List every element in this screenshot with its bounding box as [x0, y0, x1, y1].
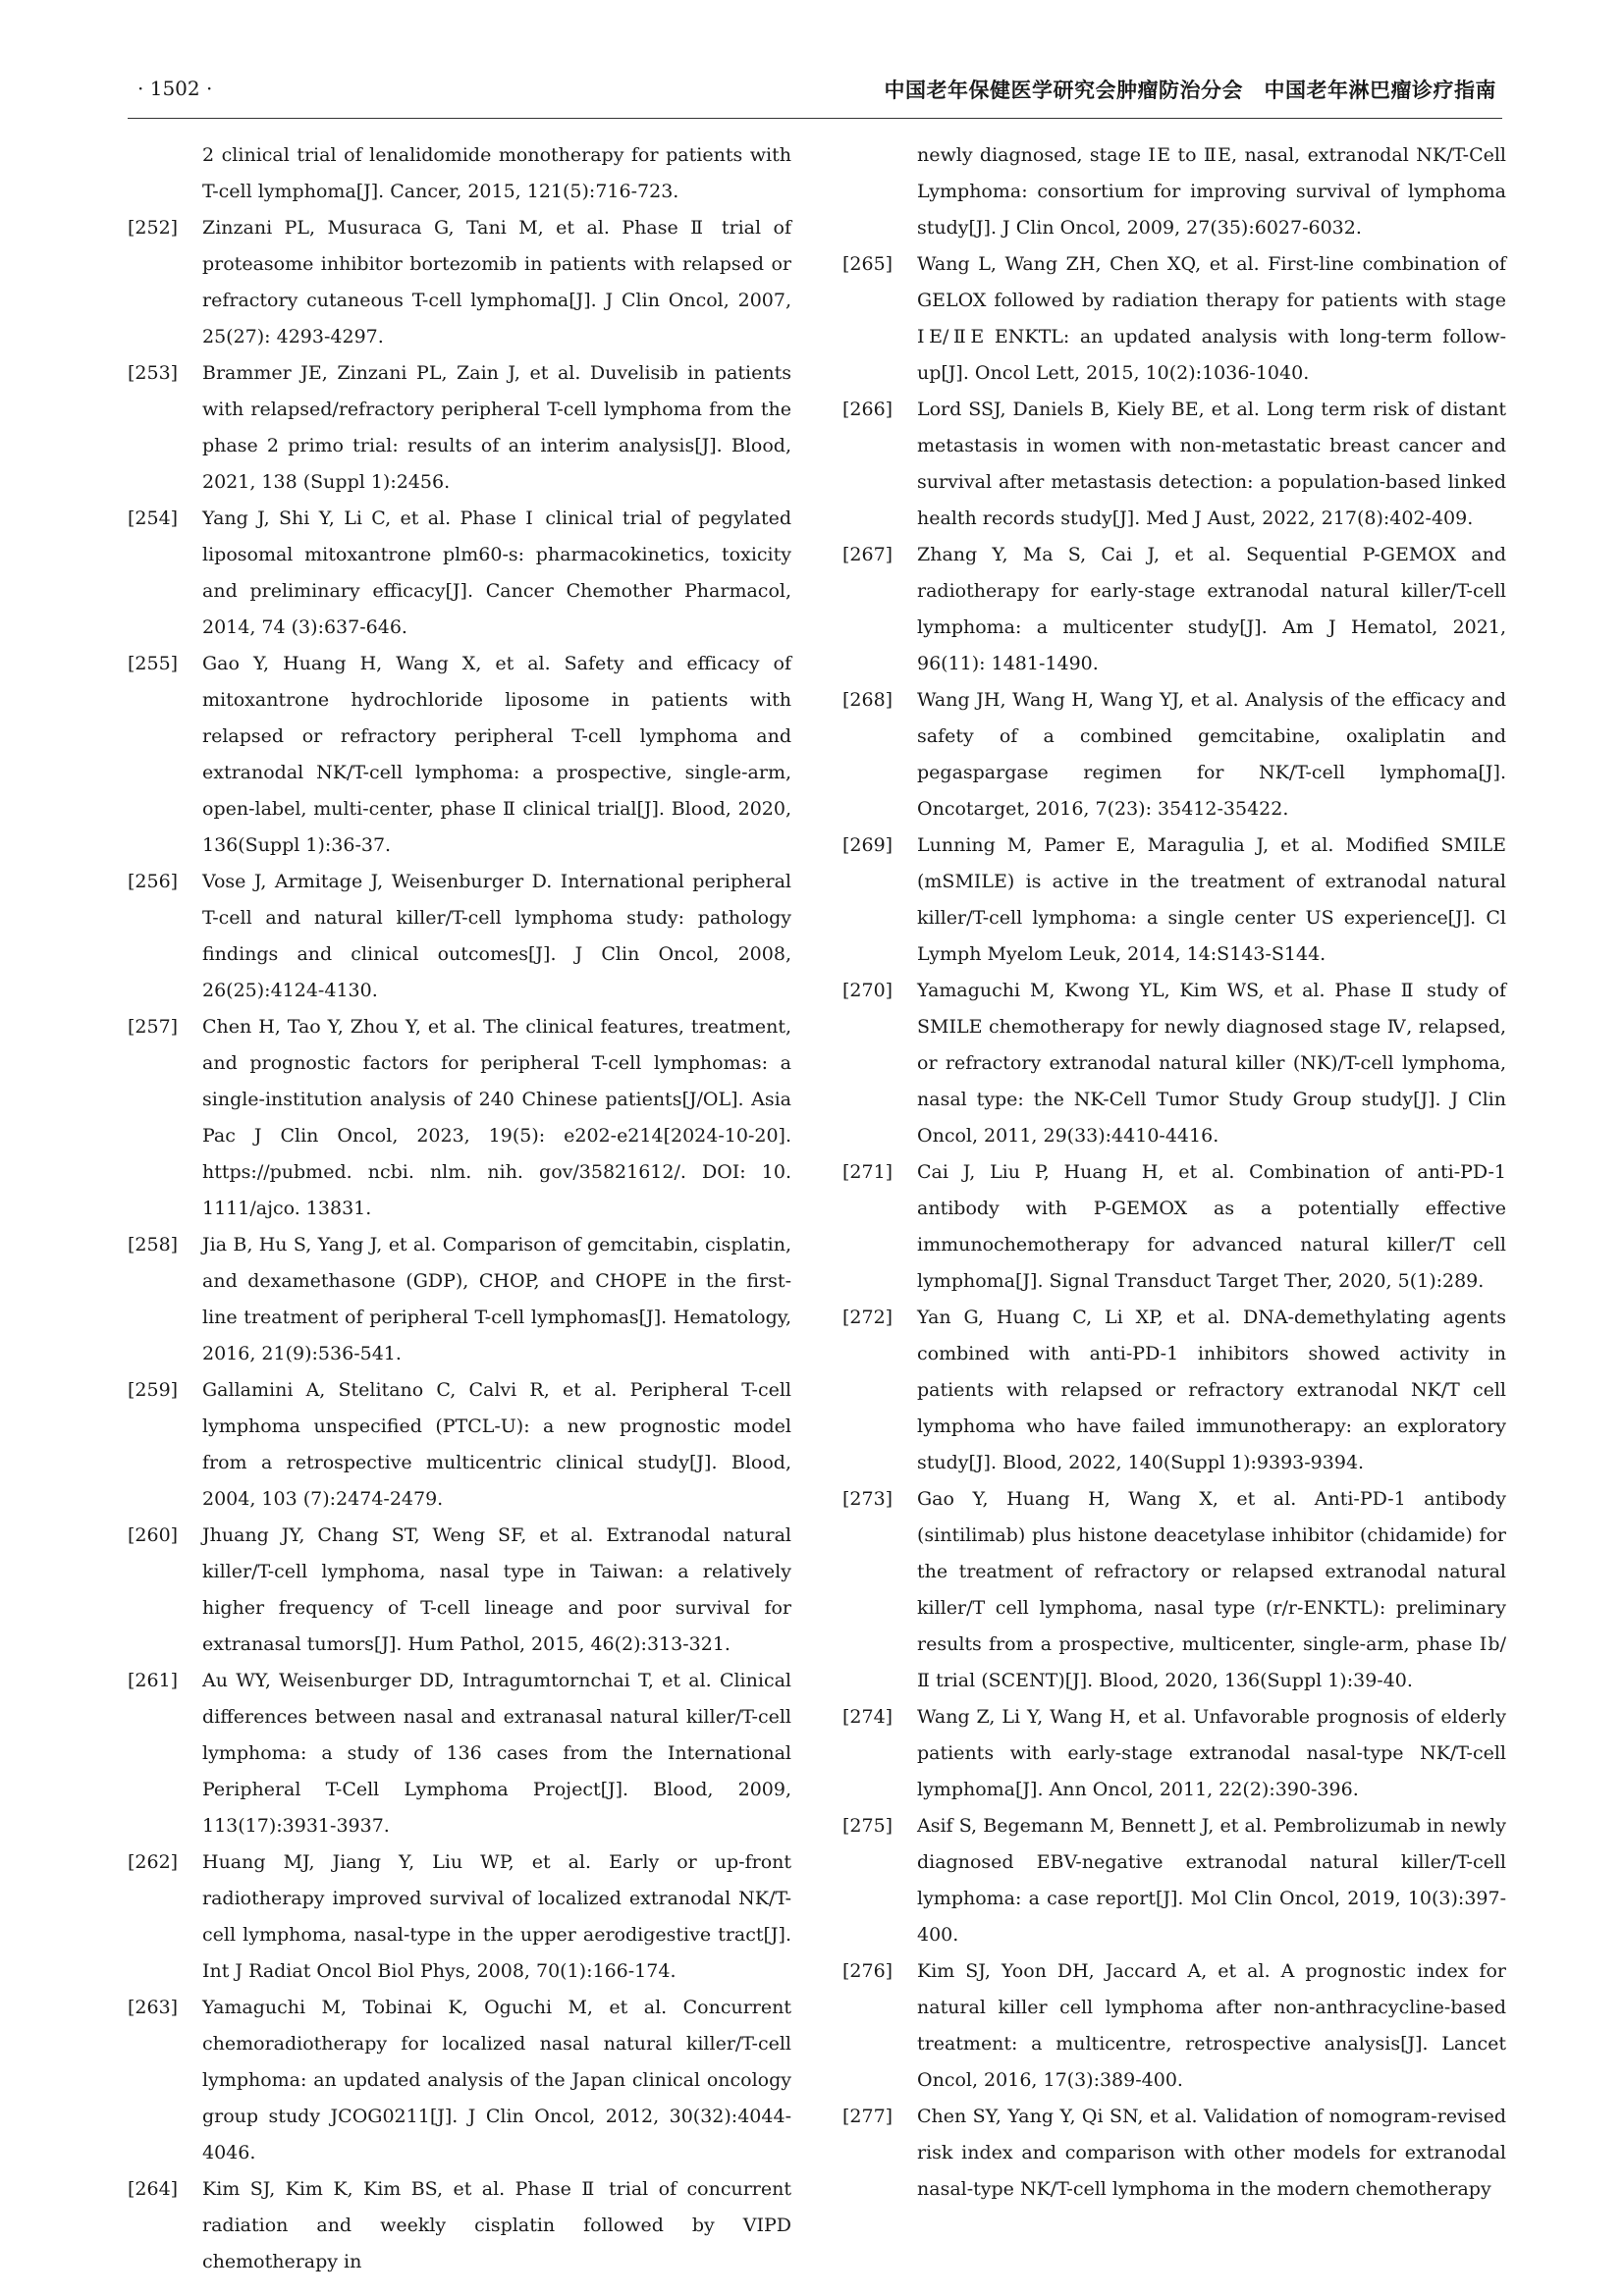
reference-number: [269] [842, 834, 893, 856]
reference-entry [128, 864, 791, 1009]
reference-number: [265] [842, 253, 893, 275]
reference-number: [264] [128, 2178, 179, 2200]
reference-number: [257] [128, 1016, 179, 1038]
reference-text: Jia B, Hu S, Yang J, et al. Comparison of gemcitabin, cisplatin, and dexamethasone (GDP), CHOP, and CHOPE in the first-line treatment of peripheral T-cell lymphomas[J]. Hematology, 2016, 21(9):536-541. [202, 1234, 791, 1364]
reference-entry [128, 1518, 791, 1663]
reference-entry [128, 210, 791, 355]
reference-text: Wang L, Wang ZH, Chen XQ, et al. First-line combination of GELOX followed by radiation therapy for patients with stage ⅠE/ⅡE ENKTL: an updated analysis with long-term follow-up[J]. Oncol Lett, 2015, 10(2):1036-1040. [917, 253, 1506, 384]
reference-entry [128, 2171, 791, 2280]
reference-entry [128, 1227, 791, 1372]
reference-column-right [842, 137, 1506, 2208]
reference-entry [128, 1009, 791, 1227]
reference-entry [842, 1300, 1506, 1481]
reference-number: [262] [128, 1851, 179, 1873]
reference-number: [252] [128, 217, 179, 239]
reference-number: [275] [842, 1815, 893, 1837]
reference-number: [270] [842, 980, 893, 1001]
reference-text: Jhuang JY, Chang ST, Weng SF, et al. Extranodal natural killer/T-cell lymphoma, nasal type in Taiwan: a relatively higher frequency of T-cell lineage and poor survival for extranasal tumors[J]. Hum Pathol, 2015, 46(2):313-321. [202, 1524, 791, 1655]
reference-entry [842, 973, 1506, 1154]
reference-text: Wang Z, Li Y, Wang H, et al. Unfavorable prognosis of elderly patients with early-stage extranodal nasal-type NK/T-cell lymphoma[J]. Ann Oncol, 2011, 22(2):390-396. [917, 1706, 1506, 1800]
reference-entry [842, 1808, 1506, 1953]
reference-text: Gallamini A, Stelitano C, Calvi R, et al. Peripheral T-cell lymphoma unspecified (PTCL-U): a new prognostic model from a retrospective multicentric clinical study[J]. Blood, 2004, 103 (7):2474-2479. [202, 1379, 791, 1510]
reference-text: Kim SJ, Kim K, Kim BS, et al. Phase Ⅱ trial of concurrent radiation and weekly cisplatin followed by VIPD chemotherapy in [202, 2178, 791, 2272]
reference-text: Huang MJ, Jiang Y, Liu WP, et al. Early or up-front radiotherapy improved survival of localized extranodal NK/T-cell lymphoma, nasal-type in the upper aerodigestive tract[J]. Int J Radiat Oncol Biol Phys, 2008, 70(1):166-174. [202, 1851, 791, 1982]
reference-entry [128, 1990, 791, 2171]
reference-entry [128, 1844, 791, 1990]
reference-text: Gao Y, Huang H, Wang X, et al. Safety and efficacy of mitoxantrone hydrochloride liposome in patients with relapsed or refractory peripheral T-cell lymphoma and extranodal NK/T-cell lymphoma: a prospective, single-arm, open-label, multi-center, phase Ⅱ clinical trial[J]. Blood, 2020, 136(Suppl 1):36-37. [202, 653, 791, 856]
reference-text: Chen SY, Yang Y, Qi SN, et al. Validation of nomogram-revised risk index and comparison with other models for extranodal nasal-type NK/T-cell lymphoma in the modern chemotherapy [917, 2106, 1506, 2200]
reference-text: Lunning M, Pamer E, Maragulia J, et al. Modified SMILE (mSMILE) is active in the treatment of extranodal natural killer/T-cell lymphoma: a single center US experience[J]. Cl Lymph Myelom Leuk, 2014, 14:S143-S144. [917, 834, 1506, 965]
reference-entry [128, 1372, 791, 1518]
reference-number: [274] [842, 1706, 893, 1728]
reference-number: [277] [842, 2106, 893, 2127]
reference-entry [842, 392, 1506, 537]
reference-text: Zinzani PL, Musuraca G, Tani M, et al. Phase Ⅱ trial of proteasome inhibitor bortezomib in patients with relapsed or refractory cutaneous T-cell lymphoma[J]. J Clin Oncol, 2007, 25(27): 4293-4297. [202, 217, 791, 347]
reference-entry [842, 1154, 1506, 1300]
reference-text: Yamaguchi M, Kwong YL, Kim WS, et al. Phase Ⅱ study of SMILE chemotherapy for newly diagnosed stage Ⅳ, relapsed, or refractory extranodal natural killer (NK)/T-cell lymphoma, nasal type: the NK-Cell Tumor Study Group study[J]. J Clin Oncol, 2011, 29(33):4410-4416. [917, 980, 1506, 1147]
reference-column-left [128, 137, 791, 2280]
reference-text: Zhang Y, Ma S, Cai J, et al. Sequential P-GEMOX and radiotherapy for early-stage extranodal natural killer/T-cell lymphoma: a multicenter study[J]. Am J Hematol, 2021, 96(11): 1481-1490. [917, 544, 1506, 674]
reference-entry [842, 1481, 1506, 1699]
reference-number: [263] [128, 1997, 179, 2018]
reference-number: [259] [128, 1379, 179, 1401]
reference-text: Lord SSJ, Daniels B, Kiely BE, et al. Long term risk of distant metastasis in women with non-metastatic breast cancer and survival after metastasis detection: a population-based linked health records study[J]. Med J Aust, 2022, 217(8):402-409. [917, 399, 1506, 529]
reference-text: Chen H, Tao Y, Zhou Y, et al. The clinical features, treatment, and prognostic factors for peripheral T-cell lymphomas: a single-institution analysis of 240 Chinese patients[J/OL]. Asia Pac J Clin Oncol, 2023, 19(5): e202-e214[2024-10-20]. https://pubmed. ncbi. nlm. nih. gov/35821612/. DOI: 10. 1111/ajco. 13831. [202, 1016, 791, 1219]
reference-entry [842, 246, 1506, 392]
reference-number: [261] [128, 1670, 179, 1691]
running-title: 中国老年保健医学研究会肿瘤防治分会 中国老年淋巴瘤诊疗指南 [884, 78, 1496, 102]
reference-number: [276] [842, 1960, 893, 1982]
reference-entry [842, 137, 1506, 246]
reference-text: Brammer JE, Zinzani PL, Zain J, et al. Duvelisib in patients with relapsed/refractory peripheral T-cell lymphoma from the phase 2 primo trial: results of an interim analysis[J]. Blood, 2021, 138 (Suppl 1):2456. [202, 362, 791, 493]
reference-entry [128, 355, 791, 501]
reference-entry [128, 1663, 791, 1844]
reference-number: [253] [128, 362, 179, 384]
reference-number: [260] [128, 1524, 179, 1546]
reference-text: Asif S, Begemann M, Bennett J, et al. Pembrolizumab in newly diagnosed EBV-negative extranodal natural killer/T-cell lymphoma: a case report[J]. Mol Clin Oncol, 2019, 10(3):397-400. [917, 1815, 1506, 1946]
reference-entry [128, 646, 791, 864]
reference-text: Yamaguchi M, Tobinai K, Oguchi M, et al. Concurrent chemoradiotherapy for localized nasal natural killer/T-cell lymphoma: an updated analysis of the Japan clinical oncology group study JCOG0211[J]. J Clin Oncol, 2012, 30(32):4044-4046. [202, 1997, 791, 2163]
reference-entry [128, 501, 791, 646]
reference-entry [842, 2099, 1506, 2208]
reference-number: [267] [842, 544, 893, 565]
reference-number: [266] [842, 399, 893, 420]
reference-number: [273] [842, 1488, 893, 1510]
reference-number: [258] [128, 1234, 179, 1255]
reference-number: [268] [842, 689, 893, 711]
reference-entry [842, 828, 1506, 973]
page-header [128, 69, 1502, 119]
reference-text: Yang J, Shi Y, Li C, et al. Phase Ⅰ clinical trial of pegylated liposomal mitoxantrone plm60-s: pharmacokinetics, toxicity and preliminary efficacy[J]. Cancer Chemother Pharmacol, 2014, 74 (3):637-646. [202, 507, 791, 638]
reference-text: Kim SJ, Yoon DH, Jaccard A, et al. A prognostic index for natural killer cell lymphoma after non-anthracycline-based treatment: a multicentre, retrospective analysis[J]. Lancet Oncol, 2016, 17(3):389-400. [917, 1960, 1506, 2091]
reference-text: 2 clinical trial of lenalidomide monotherapy for patients with T-cell lymphoma[J]. Cancer, 2015, 121(5):716-723. [202, 144, 791, 202]
reference-text: Au WY, Weisenburger DD, Intragumtornchai T, et al. Clinical differences between nasal and extranasal natural killer/T-cell lymphoma: a study of 136 cases from the International Peripheral T-Cell Lymphoma Project[J]. Blood, 2009, 113(17):3931-3937. [202, 1670, 791, 1837]
reference-number: [271] [842, 1161, 893, 1183]
page-number: · 1502 · [137, 77, 213, 100]
reference-number: [255] [128, 653, 179, 674]
reference-entry [842, 682, 1506, 828]
reference-entry [128, 137, 791, 210]
reference-text: Yan G, Huang C, Li XP, et al. DNA-demethylating agents combined with anti-PD-1 inhibitors showed activity in patients with relapsed or refractory extranodal NK/T cell lymphoma who have failed immunotherapy: an exploratory study[J]. Blood, 2022, 140(Suppl 1):9393-9394. [917, 1307, 1506, 1473]
reference-text: Wang JH, Wang H, Wang YJ, et al. Analysis of the efficacy and safety of a combined gemcitabine, oxaliplatin and pegaspargase regimen for NK/T-cell lymphoma[J]. Oncotarget, 2016, 7(23): 35412-35422. [917, 689, 1506, 820]
reference-text: newly diagnosed, stage ⅠE to ⅡE, nasal, extranodal NK/T-Cell Lymphoma: consortium for improving survival of lymphoma study[J]. J Clin Oncol, 2009, 27(35):6027-6032. [917, 144, 1506, 239]
reference-number: [254] [128, 507, 179, 529]
reference-entry [842, 1953, 1506, 2099]
reference-entry [842, 537, 1506, 682]
reference-text: Cai J, Liu P, Huang H, et al. Combination of anti-PD-1 antibody with P-GEMOX as a potentially effective immunochemotherapy for advanced natural killer/T cell lymphoma[J]. Signal Transduct Target Ther, 2020, 5(1):289. [917, 1161, 1506, 1292]
reference-number: [272] [842, 1307, 893, 1328]
reference-text: Vose J, Armitage J, Weisenburger D. International peripheral T-cell and natural killer/T-cell lymphoma study: pathology findings and clinical outcomes[J]. J Clin Oncol, 2008, 26(25):4124-4130. [202, 871, 791, 1001]
reference-number: [256] [128, 871, 179, 892]
reference-text: Gao Y, Huang H, Wang X, et al. Anti-PD-1 antibody (sintilimab) plus histone deacetylase inhibitor (chidamide) for the treatment of refractory or relapsed extranodal natural killer/T cell lymphoma, nasal type (r/r-ENKTL): preliminary results from a prospective, multicenter, single-arm, phase Ⅰb/Ⅱ trial (SCENT)[J]. Blood, 2020, 136(Suppl 1):39-40. [917, 1488, 1506, 1691]
reference-entry [842, 1699, 1506, 1808]
